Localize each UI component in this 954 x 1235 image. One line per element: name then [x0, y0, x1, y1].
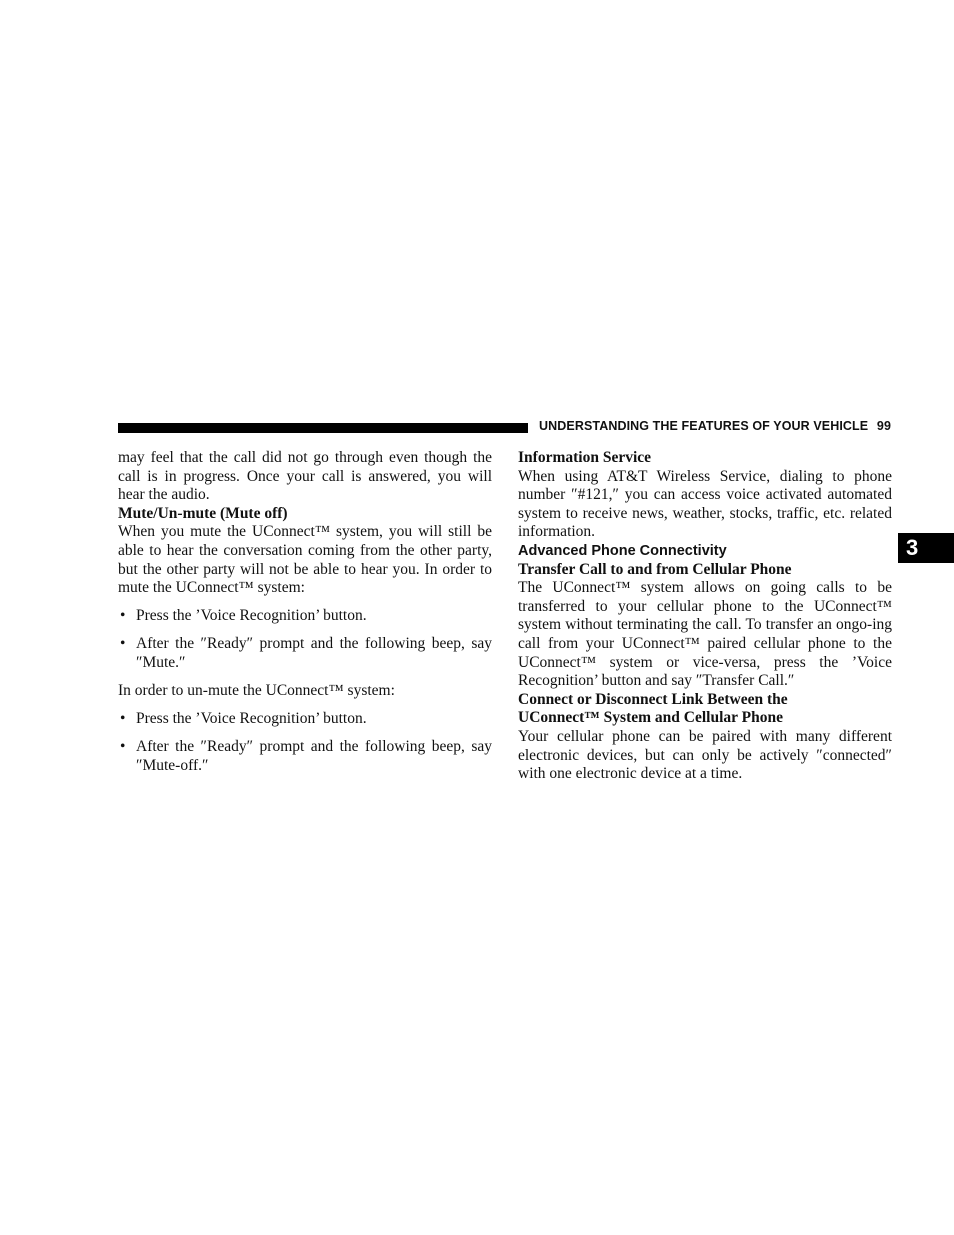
- connect-paragraph: Your cellular phone can be paired with many different electronic devices, but can only be actively ″connected″ with one electronic device at a time.: [518, 727, 892, 783]
- mute-bullet-list: [118, 607, 492, 672]
- running-header: [539, 419, 891, 433]
- bullet-icon: •: [120, 607, 126, 625]
- transfer-heading: Transfer Call to and from Cellular Phone: [518, 560, 792, 578]
- info-heading: Information Service: [518, 449, 652, 466]
- section-heading: Advanced Phone Connectivity: [518, 542, 727, 559]
- mute-paragraph: When you mute the UConnect™ system, you will still be able to hear the conversation coming from the other party, but the other party will not be able to hear you. In order to mute the UConnect™ system:: [118, 523, 492, 597]
- bullet-icon: •: [120, 710, 126, 728]
- right-column: [518, 449, 892, 784]
- mute-heading: Mute/Un-mute (Mute off): [118, 504, 288, 522]
- list-item: • Press the ’Voice Recognition’ button.: [120, 607, 367, 625]
- list-item: • Press the ’Voice Recognition’ button.: [120, 710, 367, 728]
- page-number: 99: [876, 419, 891, 433]
- bullet-icon: •: [120, 738, 126, 756]
- unmute-paragraph: In order to un-mute the UConnect™ system:: [118, 682, 395, 700]
- info-paragraph: When using AT&T Wireless Service, dialing to phone number ″#121,″ you can access voice activated automated system to receive news, weather, stocks, traffic, etc. related information.: [518, 467, 892, 541]
- connect-heading: Connect or Disconnect Link Between the UConnect™ System and Cellular Phone: [518, 690, 788, 727]
- transfer-paragraph: The UConnect™ system allows on going calls to be transferred to your cellular phone to the UConnect™ system without terminating the call. To transfer an ongo-ing call from your UConnect™ paired cellular phone to the UConnect™ system or vice-versa, press the ’Voice Recognition’ button and say ″Transfer Call.″: [518, 579, 892, 690]
- intro-paragraph: may feel that the call did not go through even though the call is in progress. Once your call is answered, you will hear the audio.: [118, 449, 492, 504]
- header-title: UNDERSTANDING THE FEATURES OF YOUR VEHICLE: [539, 419, 869, 433]
- list-item: • After the ″Ready″ prompt and the following beep, say ″Mute.″: [120, 635, 492, 671]
- header-rule: [118, 423, 528, 433]
- bullet-icon: •: [120, 635, 126, 653]
- left-column: [118, 449, 492, 775]
- unmute-bullet-list: [118, 710, 492, 775]
- chapter-tab: 3: [898, 533, 954, 563]
- list-item: • After the ″Ready″ prompt and the following beep, say ″Mute-off.″: [120, 738, 492, 774]
